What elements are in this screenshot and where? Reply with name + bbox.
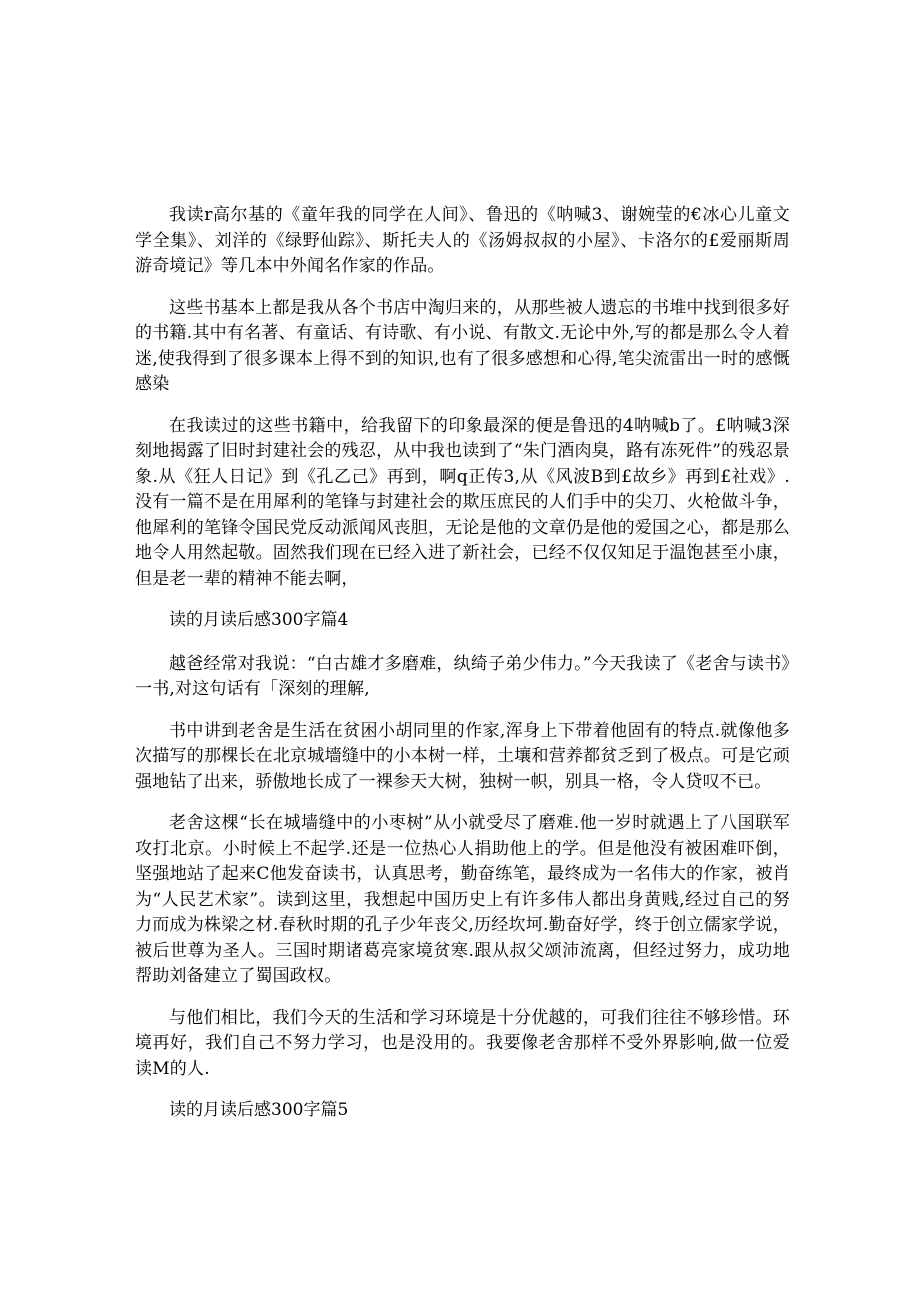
paragraph-book-sources: 这些书基本上都是我从各个书店中淘归来的，从那些被人遗忘的书堆中找到很多好的书籍.其中有名著、有童话、有诗歌、有小说、有散文.无论中外,写的都是那么令人着迷,使我得到了很多课本上得不到的知识,也有了很多感想和心得,笔尖流雷出一时的感慨感染 xyxy=(135,297,790,394)
section-heading-4: 读的月读后感300字篇4 xyxy=(169,610,349,630)
paragraph-father-quote: 越爸经常对我说：“白古雄才多磨难，纨绮子弟少伟力。”今天我读了《老舍与读书》一书,对这句话有「深刻的理解, xyxy=(135,653,790,699)
document-body xyxy=(135,203,790,1142)
section-heading-5: 读的月读后感300字篇5 xyxy=(169,1100,349,1120)
paragraph-luxun-nahan: 在我读过的这些书籍中，给我留下的印象最深的便是鲁迅的4呐喊b了。£呐喊3深刻地揭露了旧时封建社会的残忍，从中我也读到了“朱门酒肉臭，路有冻死件”的残忍景象.从《狂人日记》到《孔乙己》再到，啊q正传3,从《风波B到£故乡》再到£社戏》.没有一篇不是在用犀利的笔锋与封建社会的欺压庶民的人们手中的尖刀、火枪做斗争，他犀利的笔锋令国民党反动派闻风丧胆，无论是他的文章仍是他的爱国之心，都是那么地令人用然起敬。固然我们现在已经入进了新社会，已经不仅仅知足于温饱甚至小康，但是老一辈的精神不能去啊， xyxy=(135,415,790,589)
paragraph-laoshe-hardship: 老舍这棵“长在城墙缝中的小枣树”从小就受尽了磨难.他一岁时就遇上了八国联军攻打北京。小时候上不起学.还是一位热心人捐助他上的学。但是他没有被困难吓倒，坚强地站了起来C他发奋读书，认真思考，勤奋练笔，最终成为一名伟大的作家，被肖为“人民艺术家”。读到这里，我想起中国历史上有许多伟人都出身黄贱,经过自己的努力而成为株梁之材.春秋时期的孔子少年丧父,历经坎坷.勤奋好学，终于创立儒家学说，被后世尊为圣人。三国时期诸葛亮家境贫寒.跟从叔父颂沛流离，但经过努力，成功地帮助刘备建立了蜀国政权。 xyxy=(135,813,790,986)
paragraph-reading-list: 我读r高尔基的《童年我的同学在人间》、鲁迅的《呐喊3、谢婉莹的€冰心儿童文学全集》、刘洋的《绿野仙踪》、斯托夫人的《汤姆叔叔的小屋》、卡洛尔的£爱丽斯周游奇境记》等几本中外闻名作家的作品。 xyxy=(135,205,790,276)
paragraph-laoshe-life: 书中讲到老舍是生活在贫困小胡同里的作家,浑身上下带着他固有的特点.就像他多次描写的那棵长在北京城墻缝中的小本树一样，土壤和营养都贫乏到了极点。可是它顽强地钻了出来，骄傲地长成了一裸参天大树，独树一帜，别具一格，令人贷叹不已。 xyxy=(135,720,790,792)
paragraph-comparison: 与他们相比，我们今天的生活和学习环境是十分优越的，可我们往往不够珍惜。环境再好，我们自己不努力学习，也是没用的。我要像老舍那样不受外界影响,做一位爱读M的人. xyxy=(135,1007,790,1079)
